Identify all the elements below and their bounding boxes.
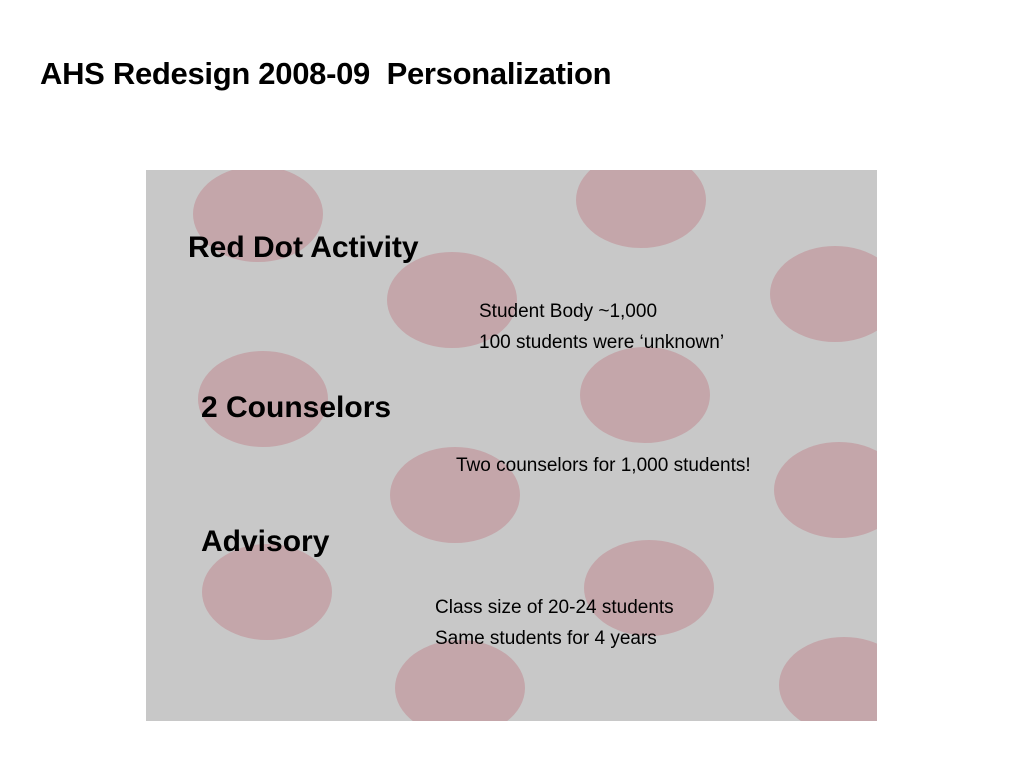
advisory-details xyxy=(435,592,674,654)
class-size-text: Class size of 20-24 students xyxy=(435,597,674,618)
red-dot-activity-details xyxy=(479,296,724,358)
red-dot-activity-heading: Red Dot Activity xyxy=(188,231,419,264)
slide-title: AHS Redesign 2008-09 Personalization xyxy=(40,56,612,91)
unknown-students-text: 100 students were ‘unknown’ xyxy=(479,332,725,353)
red-dot xyxy=(770,246,877,342)
red-dot xyxy=(580,347,710,443)
red-dot xyxy=(576,170,706,248)
red-dot xyxy=(774,442,877,538)
student-body-text: Student Body ~1,000 xyxy=(479,301,658,322)
advisory-heading: Advisory xyxy=(201,525,330,558)
counselors-details xyxy=(456,450,751,481)
counselors-ratio-text: Two counselors for 1,000 students! xyxy=(456,455,751,476)
red-dot-panel xyxy=(146,170,877,721)
red-dot xyxy=(779,637,877,721)
counselors-heading: 2 Counselors xyxy=(201,391,392,424)
same-students-text: Same students for 4 years xyxy=(435,628,657,649)
